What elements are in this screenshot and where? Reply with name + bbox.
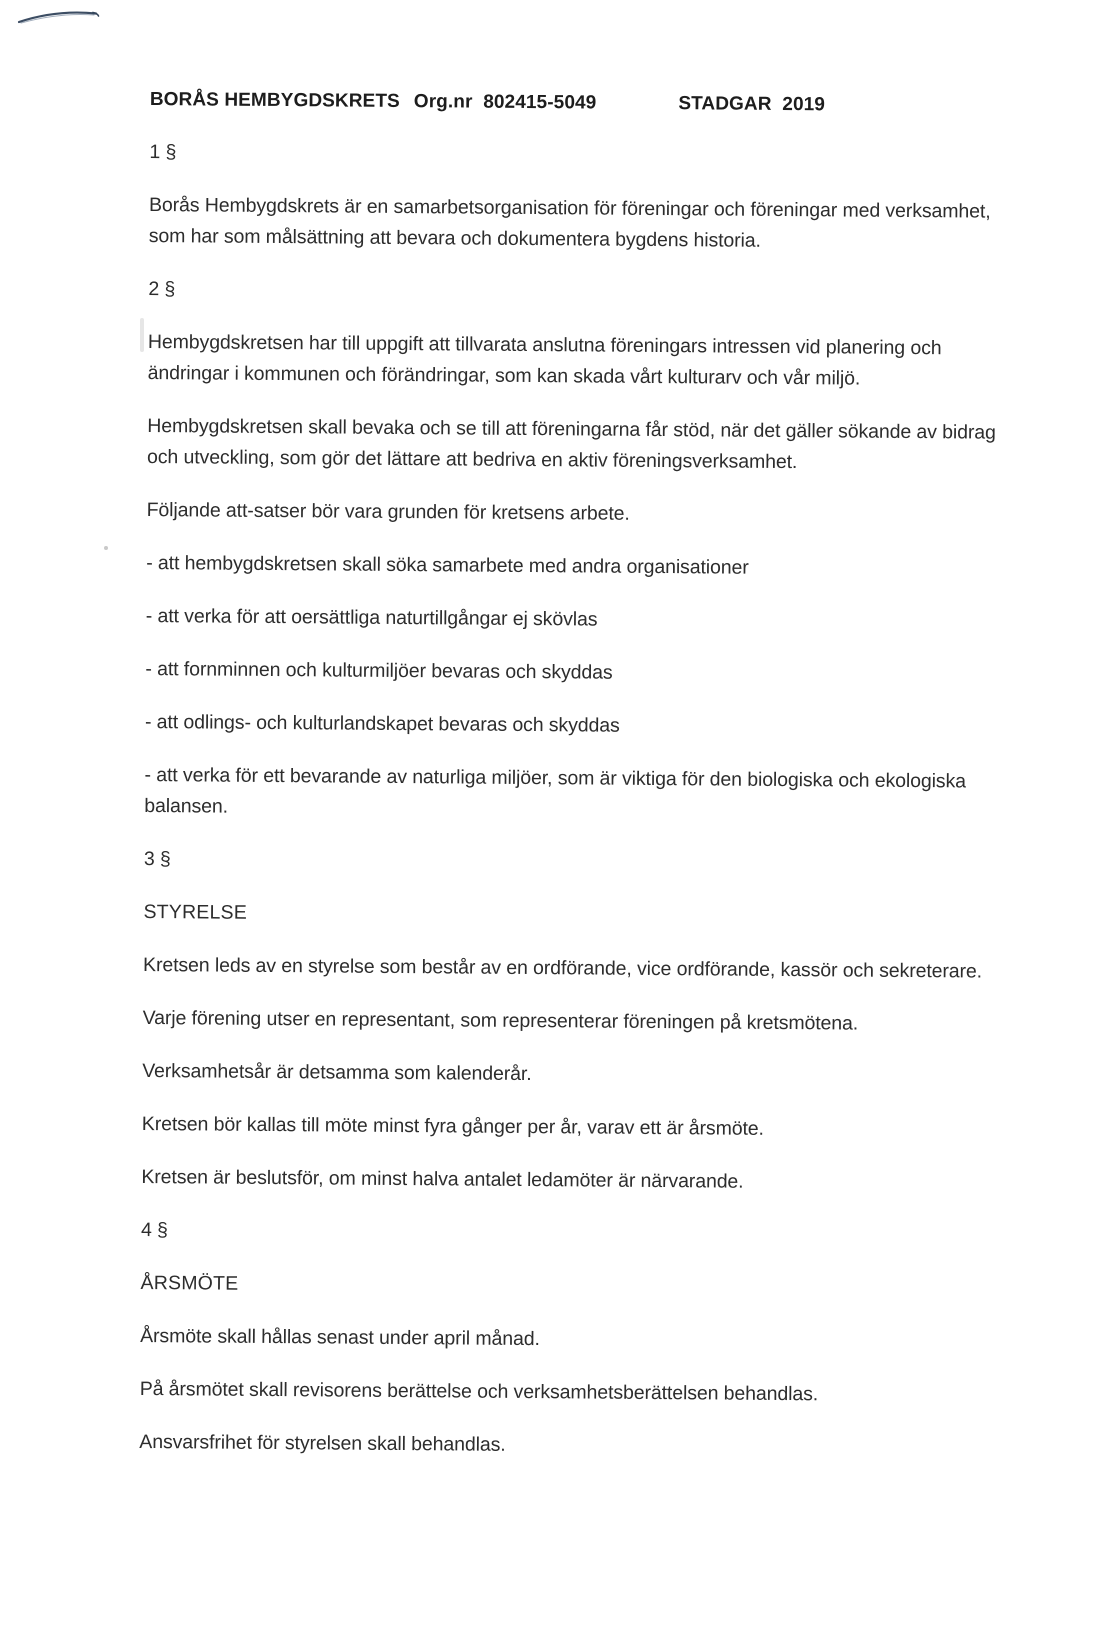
subheading-arsmote bbox=[140, 1268, 989, 1306]
pen-stroke-mark bbox=[16, 4, 104, 28]
text-line: Verksamhetsår är detsamma som kalenderår. bbox=[142, 1059, 532, 1086]
text-line: På årsmötet skall revisorens berättelse och verksamhetsberättelsen behandlas. bbox=[139, 1377, 819, 1406]
text-line: 1 § bbox=[149, 140, 177, 164]
list-item-att-5 bbox=[144, 760, 993, 829]
paragraph-att-intro bbox=[147, 495, 996, 533]
paragraph-representative bbox=[143, 1003, 992, 1041]
paragraph-mission-1 bbox=[148, 327, 997, 396]
text-line: ändringar i kommunen och förändringar, som kan skada vårt kulturarv och vår miljö. bbox=[147, 361, 861, 390]
text-line: Kretsen bör kallas till möte minst fyra gånger per år, varav ett är årsmöte. bbox=[141, 1112, 764, 1140]
text-line: - att odlings- och kulturlandskapet bevaras och skyddas bbox=[144, 710, 620, 737]
text-line: Borås Hembygdskrets är en samarbetsorganisation för föreningar och föreningar med verksamhet, bbox=[148, 193, 991, 223]
paragraph-quorum bbox=[141, 1162, 990, 1200]
section-mark-1 bbox=[149, 137, 998, 175]
text-line: 3 § bbox=[143, 847, 171, 871]
paragraph-meetings bbox=[142, 1109, 991, 1147]
paragraph-annual-meeting-reports bbox=[140, 1374, 989, 1412]
text-line: som har som målsättning att bevara och dokumentera bygdens historia. bbox=[148, 224, 761, 252]
paragraph-discharge bbox=[139, 1427, 988, 1465]
text-line: - att fornminnen och kulturmiljöer bevaras och skyddas bbox=[145, 657, 613, 684]
text-line: Hembygdskretsen har till uppgift att tillvarata anslutna föreningars intressen vid planering och bbox=[147, 330, 942, 360]
text-line: 4 § bbox=[140, 1218, 168, 1242]
text-line: Kretsen är beslutsför, om minst halva antalet ledamöter är närvarande. bbox=[141, 1165, 744, 1193]
section-mark-3 bbox=[144, 844, 993, 882]
text-line: Följande att-satser bör vara grunden för kretsens arbete. bbox=[146, 498, 630, 525]
section-mark-2 bbox=[148, 274, 997, 312]
paragraph-annual-meeting-time bbox=[140, 1321, 989, 1359]
text-line: Ansvarsfrihet för styrelsen skall behandlas. bbox=[139, 1430, 506, 1456]
document-content bbox=[139, 84, 998, 1487]
paragraph-board-composition bbox=[143, 950, 992, 988]
scan-artifact-dot bbox=[104, 546, 108, 550]
text-line: och utveckling, som gör det lättare att bedriva en aktiv föreningsverksamhet. bbox=[146, 445, 798, 474]
paragraph-purpose bbox=[149, 190, 998, 259]
list-item-att-4 bbox=[145, 707, 994, 745]
list-item-att-2 bbox=[146, 601, 995, 639]
document-header bbox=[150, 84, 999, 122]
text-line: Hembygdskretsen skall bevaka och se till att föreningarna får stöd, när det gäller sökande av bidrag bbox=[147, 414, 996, 444]
text-line: Varje förening utser en representant, som representerar föreningen på kretsmötena. bbox=[142, 1006, 859, 1035]
text-line: - att verka för ett bevarande av naturliga miljöer, som är viktiga för den biologiska och ekologiska bbox=[144, 763, 966, 793]
text-line: - att hembygdskretsen skall söka samarbete med andra organisationer bbox=[146, 551, 749, 579]
text-line: STYRELSE bbox=[143, 900, 248, 924]
org-number: Org.nr 802415-5049 bbox=[413, 91, 597, 114]
text-line: - att verka för att oersättliga naturtillgångar ej skövlas bbox=[145, 604, 598, 631]
text-line: ÅRSMÖTE bbox=[140, 1271, 239, 1295]
subheading-styrelse bbox=[143, 897, 992, 935]
list-item-att-3 bbox=[145, 654, 994, 692]
list-item-att-1 bbox=[146, 548, 995, 586]
text-line: Kretsen leds av en styrelse som består av en ordförande, vice ordförande, kassör och sekreterare. bbox=[142, 953, 983, 983]
paragraph-fiscal-year bbox=[142, 1056, 991, 1094]
paragraph-mission-2 bbox=[147, 411, 996, 480]
scan-artifact-bar bbox=[140, 318, 144, 352]
text-line: 2 § bbox=[148, 277, 176, 301]
org-name: BORÅS HEMBYGDSKRETS bbox=[149, 88, 400, 112]
text-line: Årsmöte skall hållas senast under april månad. bbox=[140, 1324, 540, 1351]
text-line: balansen. bbox=[144, 794, 229, 818]
document-title: STADGAR 2019 bbox=[678, 93, 826, 116]
section-mark-4 bbox=[141, 1215, 990, 1253]
